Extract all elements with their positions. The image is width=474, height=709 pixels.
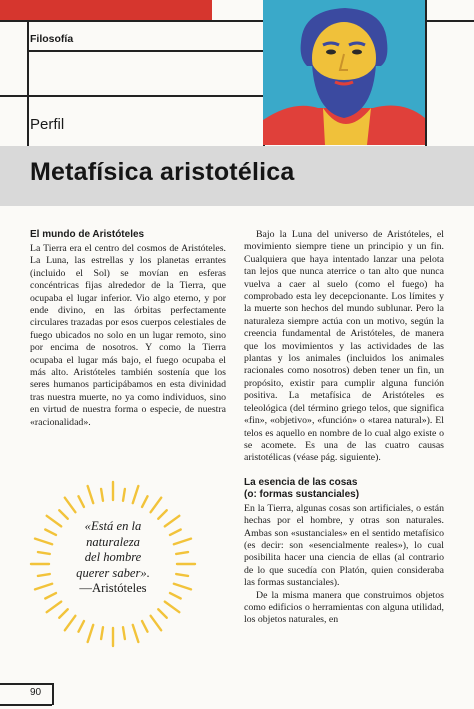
aristotle-portrait <box>263 0 425 145</box>
header-rule-left <box>27 20 29 146</box>
sunburst-ray <box>158 510 166 518</box>
quote-line: del hombre <box>84 550 142 564</box>
page-title: Metafísica aristotélica <box>30 158 295 186</box>
sunburst-ray <box>151 498 162 513</box>
quote-line: naturaleza <box>86 534 140 549</box>
sunburst-ray <box>78 621 83 632</box>
sunburst-ray <box>142 621 147 632</box>
header-rule-section <box>27 50 263 52</box>
red-accent-bar <box>0 0 212 20</box>
sunburst-ray <box>65 498 76 513</box>
sunburst-ray <box>47 602 62 613</box>
sunburst-ray <box>158 609 166 617</box>
right-paragraph: En la Tierra, algunas cosas son artificiales, o están hechas por el hombre, y otras son naturales. Ambas son «sustanciales» en el sentido metafísico (es decir: son «esencialmente reales»), lo cual posibilita hacer una ciencia de ellas (al contrario de lo que sucedía con Platón, quien consideraba las formas sustanciales). <box>244 502 444 589</box>
kicker: Perfil <box>30 116 65 133</box>
right-heading-line: (o: formas sustanciales) <box>244 488 360 500</box>
right-paragraph: Bajo la Luna del universo de Aristóteles, el movimiento siempre tiene un principio y un fin. Cualquiera que haya intentado lanzar una pelota tan lejos que nunca aterrice o tan alto que nunca vuelva a caer al suelo (como el fuego) ha comprobado esta ley decepcionante. Los límites y la muerte son hechos del mundo sublunar. Pero la naturaleza siempre actúa con un motivo, según la creencia fundamental de Aristóteles, de manera que los movimientos y las actividades de las plantas y los animales (incluidos los animales racionales como nosotros) deben tener un fin, un propósito, existir para cumplir alguna función positiva. La metafísica de Aristóteles es teleológica (del término griego telos, que significa «fin», «objetivo», «función» o «tarea natural»). El telos es aquello en nombre de lo cual algo existe o se acomete. Es una de las cuatro causas aristotélicas (véase pág. siguiente). <box>244 229 444 464</box>
left-paragraph: La Tierra era el centro del cosmos de Aristóteles. La Luna, las estrellas y los planetas errantes (incluido el Sol) se movían en esferas concéntricas fijas alrededor de la Tierra, que ocupaba el lugar inferior. Vio algo eterno, y por ende divino, en las órbitas perfectamente circulares trazadas por esos cuerpos celestiales de fuego ubicados no solo en un lugar remoto, sino por encima de nosotros. Y como la Tierra ocupaba el lugar más bajo, el fuego ocupaba el más alto. Aristóteles también sostenía que los seres humanos participábamos en esta divinidad tras nuestra muerte, no ya como individuos, sino en virtud de nuestra forma o especie, de nuestra «racionalidad». <box>30 243 226 428</box>
header-rule-portrait-right <box>425 0 427 146</box>
sunburst-ray <box>78 496 83 507</box>
left-heading: El mundo de Aristóteles <box>30 229 145 240</box>
quote-line: querer saber». <box>76 565 150 580</box>
footer-rule-top <box>0 683 52 685</box>
sunburst-ray <box>123 627 125 639</box>
sunburst-ray <box>151 616 162 631</box>
sunburst-ray <box>59 510 67 518</box>
right-heading <box>244 477 444 501</box>
right-heading-line: La esencia de las cosas <box>244 476 358 488</box>
left-column <box>30 229 226 429</box>
footer-rule-bottom <box>0 704 52 706</box>
quote-author: —Aristóteles <box>79 581 147 595</box>
sunburst-ray <box>165 602 180 613</box>
sunburst-ray <box>101 489 103 501</box>
sunburst-ray <box>123 489 125 501</box>
sunburst-ray <box>88 625 94 642</box>
section-label: Filosofía <box>30 33 74 45</box>
footer-rule-right <box>52 683 54 705</box>
sunburst-ray <box>133 625 139 642</box>
sunburst-ray <box>59 609 67 617</box>
pull-quote <box>48 519 178 597</box>
right-column <box>244 229 444 627</box>
right-paragraph: De la misma manera que construimos objetos como edificios o herramientas con alguna utilidad, los objetos naturales, en <box>244 589 444 626</box>
page-number: 90 <box>30 687 42 698</box>
sunburst-ray <box>88 486 94 503</box>
sunburst-ray <box>101 627 103 639</box>
sunburst-ray <box>133 486 139 503</box>
quote-line: «Está en la <box>84 519 142 533</box>
header-rule-middle <box>0 95 263 97</box>
sunburst-ray <box>142 496 147 507</box>
sunburst-ray <box>65 616 76 631</box>
